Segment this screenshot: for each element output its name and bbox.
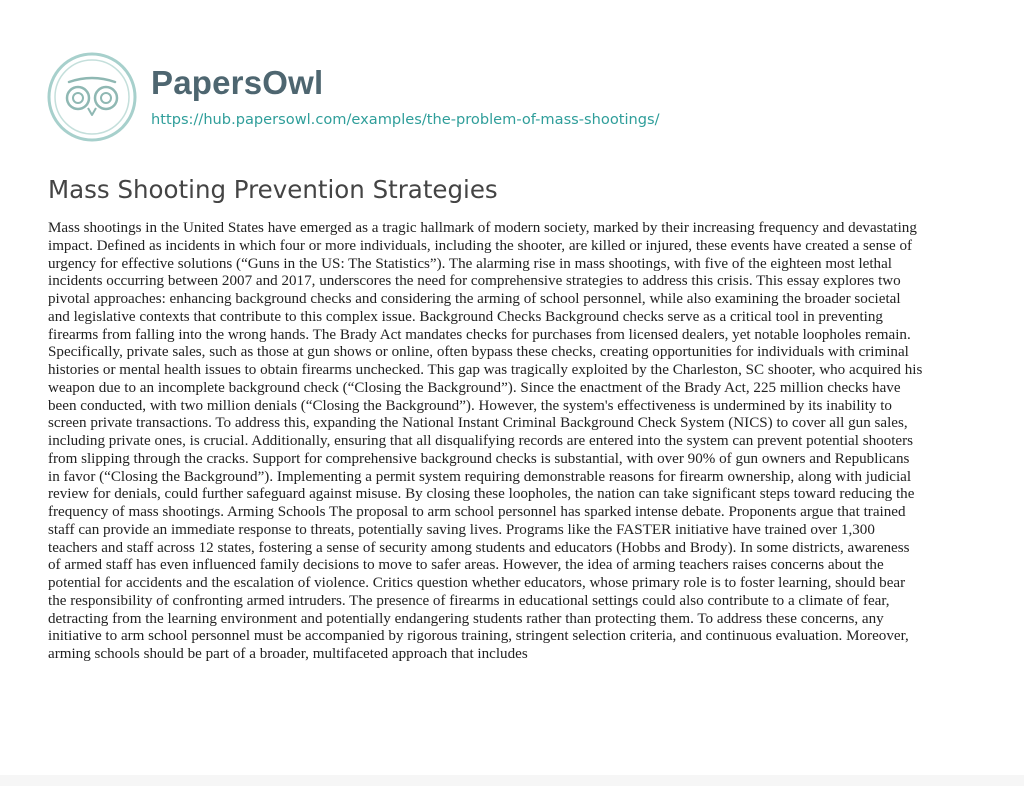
essay-line: from slipping through the cracks. Support for comprehensive background checks is substantial, with over 90% of gun owners and Republicans <box>48 450 910 467</box>
essay-line: incidents occurring between 2007 and 2017, underscores the need for comprehensive strategies to address this crisis. This essay explores two <box>48 273 901 290</box>
essay-line: teachers and staff across 12 states, fostering a sense of security among students and educators (Hobbs and Brody). In some districts, awareness <box>48 539 910 556</box>
brand-block <box>151 63 660 130</box>
owl-logo-icon[interactable] <box>47 52 137 142</box>
url-prefix: https:// <box>151 110 204 128</box>
essay-body <box>48 220 978 664</box>
essay-line: potential for accidents and the escalation of violence. Critics question whether educators, whose primary role is to foster learning, should bear <box>48 575 906 591</box>
essay-line: pivotal approaches: enhancing background checks and considering the arming of school personnel, while also examining the broader societal <box>48 291 901 307</box>
source-url-link[interactable] <box>151 110 660 130</box>
essay-line: initiative to arm school personnel must be accompanied by rigorous training, stringent selection criteria, and continuous evaluation. Moreover, <box>48 628 909 645</box>
essay-line: review for denials, could further safeguard against misuse. By closing these loopholes, the nation can take significant steps toward reducing the <box>48 486 915 503</box>
essay-line: the responsibility of confronting armed intruders. The presence of firearms in educational settings could also contribute to a climate of fear, <box>48 592 890 609</box>
essay-line: frequency of mass shootings. Arming Schools The proposal to arm school personnel has sparked intense debate. Proponents argue that trained <box>48 504 906 520</box>
essay-line: staff can provide an immediate response to threats, potentially saving lives. Programs like the FASTER initiative have trained over 1,300 <box>48 521 875 538</box>
page-title: Mass Shooting Prevention Strategies <box>48 175 498 204</box>
essay-line: Mass shootings in the United States have emerged as a tragic hallmark of modern society, marked by their increasing frequency and devastating <box>48 220 917 236</box>
site-header <box>47 52 660 142</box>
essay-line: histories or mental health issues to obtain firearms unchecked. This gap was tragically exploited by the Charleston, SC shooter, who acquired his <box>48 362 923 378</box>
essay-line: Specifically, private sales, such as those at gun shows or online, often bypass these checks, creating opportunities for individuals with criminal <box>48 344 909 361</box>
essay-line: of armed staff has even influenced family decisions to move to safer areas. However, the idea of arming teachers raises concerns about the <box>48 557 884 574</box>
brand-name[interactable]: PapersOwl <box>151 63 324 101</box>
essay-line: in favor (“Closing the Background”). Implementing a permit system requiring demonstrable reasons for firearm ownership, along with judicial <box>48 468 912 485</box>
essay-line: detracting from the learning environment and potentially endangering students rather than protecting them. To address these concerns, any <box>48 610 884 627</box>
footer-bar <box>0 775 1024 786</box>
essay-line: and legislative contexts that contribute to this complex issue. Background Checks Background checks serve as a critical tool in preventing <box>48 308 883 325</box>
url-path: hub.papersowl.com/examples/the-problem-of-mass-shootings/ <box>203 110 660 128</box>
essay-line: firearms from falling into the wrong hands. The Brady Act mandates checks for purchases from licensed dealers, yet notable loopholes remain. <box>48 326 911 343</box>
essay-line: weapon due to an incomplete background check (“Closing the Background”). Since the enactment of the Brady Act, 225 million checks have <box>48 379 901 396</box>
essay-line: including private ones, is crucial. Additionally, ensuring that all disqualifying records are entered into the system can prevent potential shooters <box>48 433 914 449</box>
essay-line: screen private transactions. To address this, expanding the National Instant Criminal Background Check System (NICS) to cover all gun sales, <box>48 415 908 432</box>
essay-line: urgency for effective solutions (“Guns in the US: The Statistics”). The alarming rise in mass shootings, with five of the eighteen most lethal <box>48 255 892 272</box>
essay-line: impact. Defined as incidents in which four or more individuals, including the shooter, are killed or injured, these events have created a sense of <box>48 237 913 254</box>
essay-line: been conducted, with two million denials (“Closing the Background”). However, the system's effectiveness is undermined by its inability to <box>48 397 892 414</box>
essay-line: arming schools should be part of a broader, multifaceted approach that includes <box>48 646 528 662</box>
